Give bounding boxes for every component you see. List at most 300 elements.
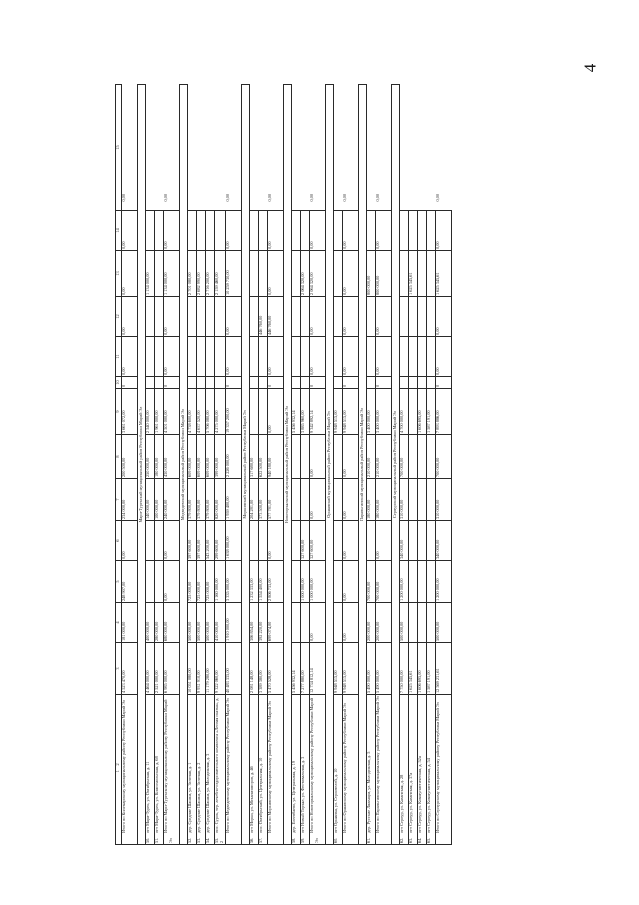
- header-cell: 1 2: [116, 695, 122, 845]
- value-cell-c3: 1 587 191,00: [426, 643, 435, 695]
- value-cell-c13: 0,00: [267, 251, 283, 297]
- value-cell-c7: 379 800,00: [197, 479, 206, 521]
- value-cell-c4: 0,00: [342, 603, 358, 643]
- table-row: [291, 85, 300, 845]
- value-cell-c5: 0,00: [164, 561, 180, 603]
- value-cell-c13: 1 134 000,00: [164, 251, 180, 297]
- row-name: Итого по Килемарскому муниципальному району Республики Марий Эл: [121, 699, 126, 833]
- value-cell-c11: 0,00: [375, 337, 391, 377]
- value-cell-c10: [249, 377, 258, 389]
- value-cell-c4: 200 000,00: [375, 603, 391, 643]
- address-cell: [342, 695, 358, 845]
- value-c14: 0,00: [266, 241, 272, 249]
- row-name: пгт Новый Торъял, ул. Фестивальная, д. 3: [299, 756, 305, 833]
- value-cell-c10: 0: [122, 377, 138, 389]
- row-name: дер. Средние Шашки, ул. Зеленая, д. 1: [187, 762, 192, 833]
- value-c14: 0,00: [434, 241, 440, 249]
- district-section-title: Моркинский муниципальный район Республики Марий Эл: [241, 85, 249, 845]
- value-cell-c8: 210 000,00: [375, 435, 391, 479]
- value-cell-c14-c15: [121, 193, 138, 251]
- value-cell-c12: 0,00: [164, 297, 180, 337]
- value-cell-c3: 6 985 000,00: [164, 643, 180, 695]
- value-cell-c11: [249, 337, 258, 377]
- value-cell-c3: 3 389 380,00: [258, 643, 267, 695]
- value-cell-c10: [206, 377, 215, 389]
- value-cell-c13: 2 064 320,00: [309, 251, 325, 297]
- value-cell-c11: 0,00: [267, 337, 283, 377]
- value-cell-c3: 7 277 880,00: [300, 643, 309, 695]
- header-cell: 10: [116, 377, 122, 389]
- value-cell-c3: 5 470 528,00: [267, 643, 283, 695]
- table-row: [408, 85, 417, 845]
- value-cell-c9: 4 700 000,00: [399, 389, 408, 435]
- value-cell-c4: 200 000,00: [366, 603, 375, 643]
- value-cell-c8: 609 000,00: [206, 435, 215, 479]
- value-cell-c6: 1 638 000,00: [225, 521, 241, 561]
- value-cell-c11: [291, 337, 300, 377]
- value-cell-c3: 4 523 470,00: [122, 643, 138, 695]
- value-cell-c4: 410 000,00: [215, 603, 226, 643]
- value-cell-c9: 4 501 000,00: [164, 389, 180, 435]
- row-name: пгт Сернур, ул. Коммунистическая, д. 52а: [416, 756, 422, 833]
- row-number: 50.: [145, 837, 150, 843]
- value-cell-c9: 9 342 892,14: [309, 389, 325, 435]
- budget-table: [115, 84, 452, 845]
- row-name: пгт Мари-Турек, ул. Октябрьская, д. 11: [145, 761, 150, 833]
- header-cell: 8: [116, 435, 122, 479]
- value-cell-c11: 0,00: [164, 337, 180, 377]
- row-name: пгт Морки, ул. Механизаторов, д. 46: [248, 766, 254, 833]
- value-c14: 0,00: [224, 241, 230, 249]
- value-cell-c13: 2 701 080,00: [188, 251, 197, 297]
- row-number: 61.: [365, 837, 371, 843]
- value-cell-c7: 240 000,00: [164, 479, 180, 521]
- value-cell-c8: 317 680,00: [249, 435, 258, 479]
- header-cell: 5: [116, 561, 122, 603]
- value-cell-c6: 327 600,00: [300, 521, 309, 561]
- value-cell-c3: 5 456 932,14: [291, 643, 300, 695]
- value-cell-c5: 2 806 733,00: [267, 561, 283, 603]
- value-cell-c7: 373 500,00: [258, 479, 267, 521]
- value-cell-c9: 9 948 515,00: [333, 389, 342, 435]
- value-cell-c6: [249, 521, 258, 561]
- row-name: Итого по Новоторъяльскому муниципальному району Республики Марий Эл: [308, 698, 319, 843]
- value-cell-c14-c15: [399, 211, 408, 251]
- value-cell-c8: [408, 435, 417, 479]
- value-cell-c9: 5 706 080,00: [206, 389, 215, 435]
- value-cell-c7: 0,00: [309, 479, 325, 521]
- value-cell-c7: [417, 479, 426, 521]
- value-cell-c10: 0: [225, 377, 241, 389]
- value-cell-c4: 280 000,00: [155, 603, 164, 643]
- header-cell: 6: [116, 521, 122, 561]
- value-cell-c4: 699 074,00: [267, 603, 283, 643]
- value-cell-c3: 1 606 695,00: [417, 643, 426, 695]
- value-cell-c5: 700 000,00: [375, 561, 391, 603]
- district-section-title: Параньгинский муниципальный район Республики Марий Эл: [358, 85, 366, 845]
- value-cell-c8: 430 000,00: [164, 435, 180, 479]
- value-cell-c5: 725 000,00: [206, 561, 215, 603]
- value-cell-c14-c15: [188, 211, 197, 251]
- value-cell-c7: [291, 479, 300, 521]
- value-cell-c7: 234 000,00: [122, 479, 138, 521]
- address-cell: [435, 695, 451, 845]
- district-section-row: [283, 85, 291, 845]
- value-c14: 0,00: [163, 241, 168, 249]
- value-cell-c9: [249, 389, 258, 435]
- value-cell-c3: 9 948 515,00: [333, 643, 342, 695]
- value-cell-c9: 3 400 000,00: [375, 389, 391, 435]
- value-cell-c7: 0,00: [342, 479, 358, 521]
- value-cell-c8: 700 000,00: [399, 435, 408, 479]
- value-cell-c6: 0,00: [375, 521, 391, 561]
- value-cell-c10: [215, 377, 226, 389]
- value-cell-c9: 1 961 000,00: [155, 389, 164, 435]
- value-cell-c7: 379 800,00: [188, 479, 197, 521]
- value-cell-c12: 0,00: [309, 297, 325, 337]
- table-body: [116, 85, 452, 845]
- row-name: Итого по Сернурскому муниципальному району Республики Марий Эл: [434, 702, 440, 833]
- value-cell-c11: [215, 337, 226, 377]
- value-cell-c14-c15: [249, 211, 258, 251]
- value-cell-c13: 1 625 345,61: [435, 251, 451, 297]
- value-cell-c12: 446 760,00: [267, 297, 283, 337]
- row-name: Итого по Мари-Турекскому муниципальному району Республики Марий Эл: [163, 699, 173, 843]
- value-cell-c3: 7 750 000,00: [399, 643, 408, 695]
- value-cell-c7: 204 281,00: [249, 479, 258, 521]
- value-cell-c3: 9 948 515,00: [342, 643, 358, 695]
- district-total-row: [267, 85, 283, 845]
- value-cell-c6: 543 200,00: [206, 521, 215, 561]
- row-name: Итого по Параньгинскому муниципальному району Республики Марий Эл: [374, 696, 380, 833]
- row-number: 51.: [154, 837, 159, 843]
- district-total-row: [225, 85, 241, 845]
- row-name: пгт Сернур, ул. Казанская, д. 28: [398, 774, 404, 833]
- value-cell-c8: 2 226 000,00: [225, 435, 241, 479]
- district-total-row: [342, 85, 358, 845]
- value-c14: 0,00: [121, 241, 126, 249]
- district-total-row: [164, 85, 180, 845]
- value-cell-c5: 1 554 400,00: [258, 561, 267, 603]
- row-name: Итого по Оршанскому муниципальному району Республики Марий Эл: [341, 703, 347, 833]
- row-name: Итого по Медведевскому муниципальному району Республики Марий Эл: [224, 698, 230, 833]
- value-cell-c13: 800 000,00: [375, 251, 391, 297]
- value-cell-c12: 0,00: [375, 297, 391, 337]
- value-cell-c3: 11 179 280,00: [206, 643, 215, 695]
- value-cell-c4: 181 000,00: [122, 603, 138, 643]
- district-total-row: [375, 85, 391, 845]
- header-cell: 11: [116, 337, 122, 377]
- value-cell-c14-c15: [163, 193, 180, 251]
- value-cell-c14-c15: [146, 211, 155, 251]
- value-cell-c4: [408, 603, 417, 643]
- value-cell-c9: 7 893 886,00: [435, 389, 451, 435]
- value-cell-c11: [146, 337, 155, 377]
- row-number: 53.: [196, 837, 201, 843]
- value-cell-c12: 0,00: [122, 297, 138, 337]
- value-cell-c10: [188, 377, 197, 389]
- row-name: дер. Средние Шашки, ул. Зеленая, д. 2: [196, 762, 201, 833]
- value-c15: 0,00: [266, 193, 272, 202]
- value-cell-c3: 4 464 000,00: [146, 643, 155, 695]
- value-cell-c8: 210 000,00: [366, 435, 375, 479]
- row-name: пос. Октябрьский, ул. Центральная, д. 10: [257, 757, 263, 833]
- value-cell-c11: [197, 337, 206, 377]
- value-cell-c13: 2 159 460,00: [215, 251, 226, 297]
- district-section-title: Медведевский муниципальный район Республики Марий Эл: [180, 85, 188, 845]
- value-cell-c10: 0: [164, 377, 180, 389]
- value-cell-c6: 0,00: [164, 521, 180, 561]
- header-cell: 15: [116, 85, 122, 211]
- value-cell-c13: 0,00: [122, 251, 138, 297]
- row-number: 56.: [248, 837, 254, 843]
- value-cell-c5: 1 000 000,00: [309, 561, 325, 603]
- value-cell-c10: [146, 377, 155, 389]
- value-cell-c12: 0,00: [342, 297, 358, 337]
- row-number: 63.: [407, 837, 413, 843]
- value-cell-c5: [146, 561, 155, 603]
- address-cell: [164, 695, 180, 845]
- value-cell-c4: 500 000,00: [435, 603, 451, 643]
- row-name: Итого по Моркинскому муниципальному району Республики Марий Эл: [266, 701, 272, 833]
- row-name: пгт Мари-Турек, ул. Комсомольская, д. 68: [154, 756, 159, 833]
- value-cell-c8: 200 500,00: [122, 435, 138, 479]
- value-cell-c4: 1 910 000,00: [225, 603, 241, 643]
- header-cell: 12: [116, 297, 122, 337]
- row-name: пгт Сернур, ул. Казанская, д. 37а: [407, 772, 413, 833]
- header-cell: 14: [116, 211, 122, 251]
- value-cell-c7: 140 000,00: [146, 479, 155, 521]
- value-cell-c8: 250 000,00: [146, 435, 155, 479]
- value-cell-c4: 0,00: [309, 603, 325, 643]
- value-cell-c13: [417, 251, 426, 297]
- value-cell-c5: 725 000,00: [197, 561, 206, 603]
- value-cell-c5: [408, 561, 417, 603]
- value-cell-c7: 1 959 400,00: [225, 479, 241, 521]
- address-cell: [215, 695, 226, 845]
- address-cell: [225, 695, 241, 845]
- value-cell-c11: 0,00: [122, 337, 138, 377]
- value-cell-c12: [188, 297, 197, 337]
- value-cell-c12: [399, 297, 408, 337]
- value-cell-c11: 0,00: [225, 337, 241, 377]
- table-row: [215, 85, 226, 845]
- value-cell-c7: 180 000,00: [375, 479, 391, 521]
- value-cell-c7: 310 000,00: [399, 479, 408, 521]
- value-c15: 0,00: [434, 193, 440, 202]
- value-cell-c6: 397 600,00: [197, 521, 206, 561]
- value-c15: 0,00: [341, 193, 347, 202]
- row-name: дер. Средние Шашки, ул. Молодежная, д. 3: [205, 753, 210, 833]
- value-cell-c9: 2 540 000,00: [146, 389, 155, 435]
- row-number: 55.: [214, 837, 219, 843]
- value-cell-c6: 0,00: [122, 521, 138, 561]
- value-cell-c4: 500 000,00: [188, 603, 197, 643]
- value-cell-c8: 0,00: [309, 435, 325, 479]
- rotated-table-container: [115, 85, 605, 845]
- value-cell-c13: 800 000,00: [366, 251, 375, 297]
- value-cell-c7: 100 000,00: [155, 479, 164, 521]
- value-c14: 0,00: [374, 241, 380, 249]
- value-cell-c4: 500 000,00: [399, 603, 408, 643]
- value-cell-c12: [146, 297, 155, 337]
- value-cell-c5: 0,00: [342, 561, 358, 603]
- value-cell-c11: 0,00: [342, 337, 358, 377]
- value-cell-c9: 3 661 072,00: [122, 389, 138, 435]
- value-cell-c3: 2 521 000,00: [155, 643, 164, 695]
- value-cell-c4: 400 000,00: [146, 603, 155, 643]
- value-cell-c6: [417, 521, 426, 561]
- address-cell: [309, 695, 325, 845]
- value-cell-c5: 248 907,00: [122, 561, 138, 603]
- value-cell-c12: [206, 297, 215, 337]
- value-cell-c7: 180 000,00: [366, 479, 375, 521]
- value-cell-c8: 609 000,00: [188, 435, 197, 479]
- value-cell-c12: [408, 297, 417, 337]
- value-cell-c8: 609 000,00: [197, 435, 206, 479]
- value-cell-c9: 9 948 515,00: [342, 389, 358, 435]
- value-c14: 0,00: [308, 241, 314, 249]
- district-section-title: Новоторъяльский муниципальный район Республики Марий Эл: [283, 85, 291, 845]
- value-cell-c10: [408, 377, 417, 389]
- value-cell-c9: 1 587 191,00: [426, 389, 435, 435]
- value-cell-c11: [188, 337, 197, 377]
- value-cell-c12: [417, 297, 426, 337]
- row-number: 52.: [187, 837, 192, 843]
- address-cell: [267, 695, 283, 845]
- value-cell-c5: 725 000,00: [188, 561, 197, 603]
- value-cell-c9: 4 275 000,00: [215, 389, 226, 435]
- value-cell-c14-c15: [417, 211, 426, 251]
- value-cell-c6: 0,00: [342, 521, 358, 561]
- value-cell-c13: [249, 251, 258, 297]
- value-cell-c8: [417, 435, 426, 479]
- value-cell-c4: 306 854,00: [249, 603, 258, 643]
- value-cell-c9: 0,00: [267, 389, 283, 435]
- value-c14: 0,00: [341, 241, 347, 249]
- value-cell-c14-c15: [434, 193, 451, 251]
- value-cell-c7: 310 000,00: [435, 479, 451, 521]
- header-cell: 13: [116, 251, 122, 297]
- header-cell: 7: [116, 479, 122, 521]
- header-cell: 4: [116, 603, 122, 643]
- row-number: 62.: [398, 837, 404, 843]
- value-cell-c4: 500 000,00: [206, 603, 215, 643]
- value-cell-c14-c15: [341, 193, 358, 251]
- value-cell-c7: 820 000,00: [215, 479, 226, 521]
- value-cell-c6: [146, 521, 155, 561]
- value-cell-c10: [399, 377, 408, 389]
- value-cell-c10: [291, 377, 300, 389]
- value-cell-c6: 397 600,00: [188, 521, 197, 561]
- value-cell-c5: 1 232 333,00: [249, 561, 258, 603]
- district-total-row: [435, 85, 451, 845]
- district-section-row: [325, 85, 333, 845]
- value-cell-c5: 1 200 000,00: [399, 561, 408, 603]
- row-number: 59.: [299, 837, 305, 843]
- value-cell-c10: 0: [435, 377, 451, 389]
- value-cell-c3: 5 490 000,00: [366, 643, 375, 695]
- district-section-title: Оршанский муниципальный район Республики Марий Эл: [325, 85, 333, 845]
- value-cell-c6: 340 000,00: [399, 521, 408, 561]
- row-number: 54.: [205, 837, 210, 843]
- value-c15: 0,00: [121, 193, 126, 202]
- value-cell-c14-c15: [266, 193, 283, 251]
- value-cell-c5: 1 200 000,00: [435, 561, 451, 603]
- value-cell-c3: 10 051 080,00: [188, 643, 197, 695]
- table-row: [417, 85, 426, 845]
- value-cell-c10: [417, 377, 426, 389]
- value-cell-c7: [408, 479, 417, 521]
- value-cell-c6: [408, 521, 417, 561]
- value-cell-c14-c15: [215, 211, 226, 251]
- value-cell-c12: 0,00: [225, 297, 241, 337]
- value-cell-c6: 327 600,00: [309, 521, 325, 561]
- value-cell-c13: 2 716 200,00: [206, 251, 215, 297]
- value-c15: 0,00: [308, 193, 314, 202]
- value-cell-c9: 1 606 695,00: [417, 389, 426, 435]
- value-cell-c9: 4 637 520,00: [197, 389, 206, 435]
- value-cell-c8: 399 000,00: [215, 435, 226, 479]
- address-cell: [122, 695, 138, 845]
- value-cell-c8: 180 000,00: [155, 435, 164, 479]
- value-cell-c3: 9 931 910,00: [197, 643, 206, 695]
- value-cell-c7: 379 800,00: [206, 479, 215, 521]
- value-c15: 0,00: [163, 193, 168, 202]
- row-name: дер. Русские Ляжмари, ул. Молодежная, д. 5: [365, 751, 371, 833]
- value-cell-c14-c15: [224, 193, 241, 251]
- value-cell-c11: 0,00: [309, 337, 325, 377]
- row-number: 60.: [332, 837, 338, 843]
- value-cell-c4: 392 220,00: [258, 603, 267, 643]
- value-cell-c4: [417, 603, 426, 643]
- page-number: 4: [580, 63, 600, 73]
- row-name: пгт Оршанка, ул. Строителей, д. 10: [332, 768, 338, 833]
- value-c15: 0,00: [374, 193, 380, 202]
- value-cell-c14-c15: [197, 211, 206, 251]
- value-cell-c14-c15: [206, 211, 215, 251]
- value-cell-c8: 0,00: [342, 435, 358, 479]
- header-cell: 3: [116, 643, 122, 695]
- value-cell-c10: 0: [309, 377, 325, 389]
- row-name: дер. Елеевбаево, ул. Центральная, д. 19: [290, 761, 296, 833]
- value-cell-c4: 500 000,00: [197, 603, 206, 643]
- value-cell-c5: 1 160 000,00: [215, 561, 226, 603]
- value-cell-c3: 9 322 060,00: [215, 643, 226, 695]
- value-cell-c13: 10 259 730,00: [225, 251, 241, 297]
- value-cell-c5: 1 000 000,00: [300, 561, 309, 603]
- value-cell-c11: [206, 337, 215, 377]
- value-cell-c12: 446 760,00: [258, 297, 267, 337]
- row-number: 64.: [416, 837, 422, 843]
- value-cell-c12: [291, 297, 300, 337]
- value-cell-c9: 3 885 960,00: [300, 389, 309, 435]
- value-cell-c14-c15: [408, 211, 417, 251]
- value-cell-c8: 940 180,00: [267, 435, 283, 479]
- row-number: 57.: [257, 837, 263, 843]
- value-cell-c10: 0: [375, 377, 391, 389]
- value-cell-c3: 2 081 148,00: [249, 643, 258, 695]
- value-cell-c6: 340 000,00: [435, 521, 451, 561]
- district-total-row: [122, 85, 138, 845]
- value-cell-c12: 0,00: [435, 297, 451, 337]
- value-cell-c13: 1 134 000,00: [146, 251, 155, 297]
- value-cell-c9: 19 357 200,00: [225, 389, 241, 435]
- row-name: пос. Сурок, тер. лечебно-оздоровительного комплекса «Лесная сказка», д. 2: [214, 697, 224, 843]
- value-cell-c11: [408, 337, 417, 377]
- value-cell-c13: 2 682 990,00: [197, 251, 206, 297]
- value-cell-c8: [291, 435, 300, 479]
